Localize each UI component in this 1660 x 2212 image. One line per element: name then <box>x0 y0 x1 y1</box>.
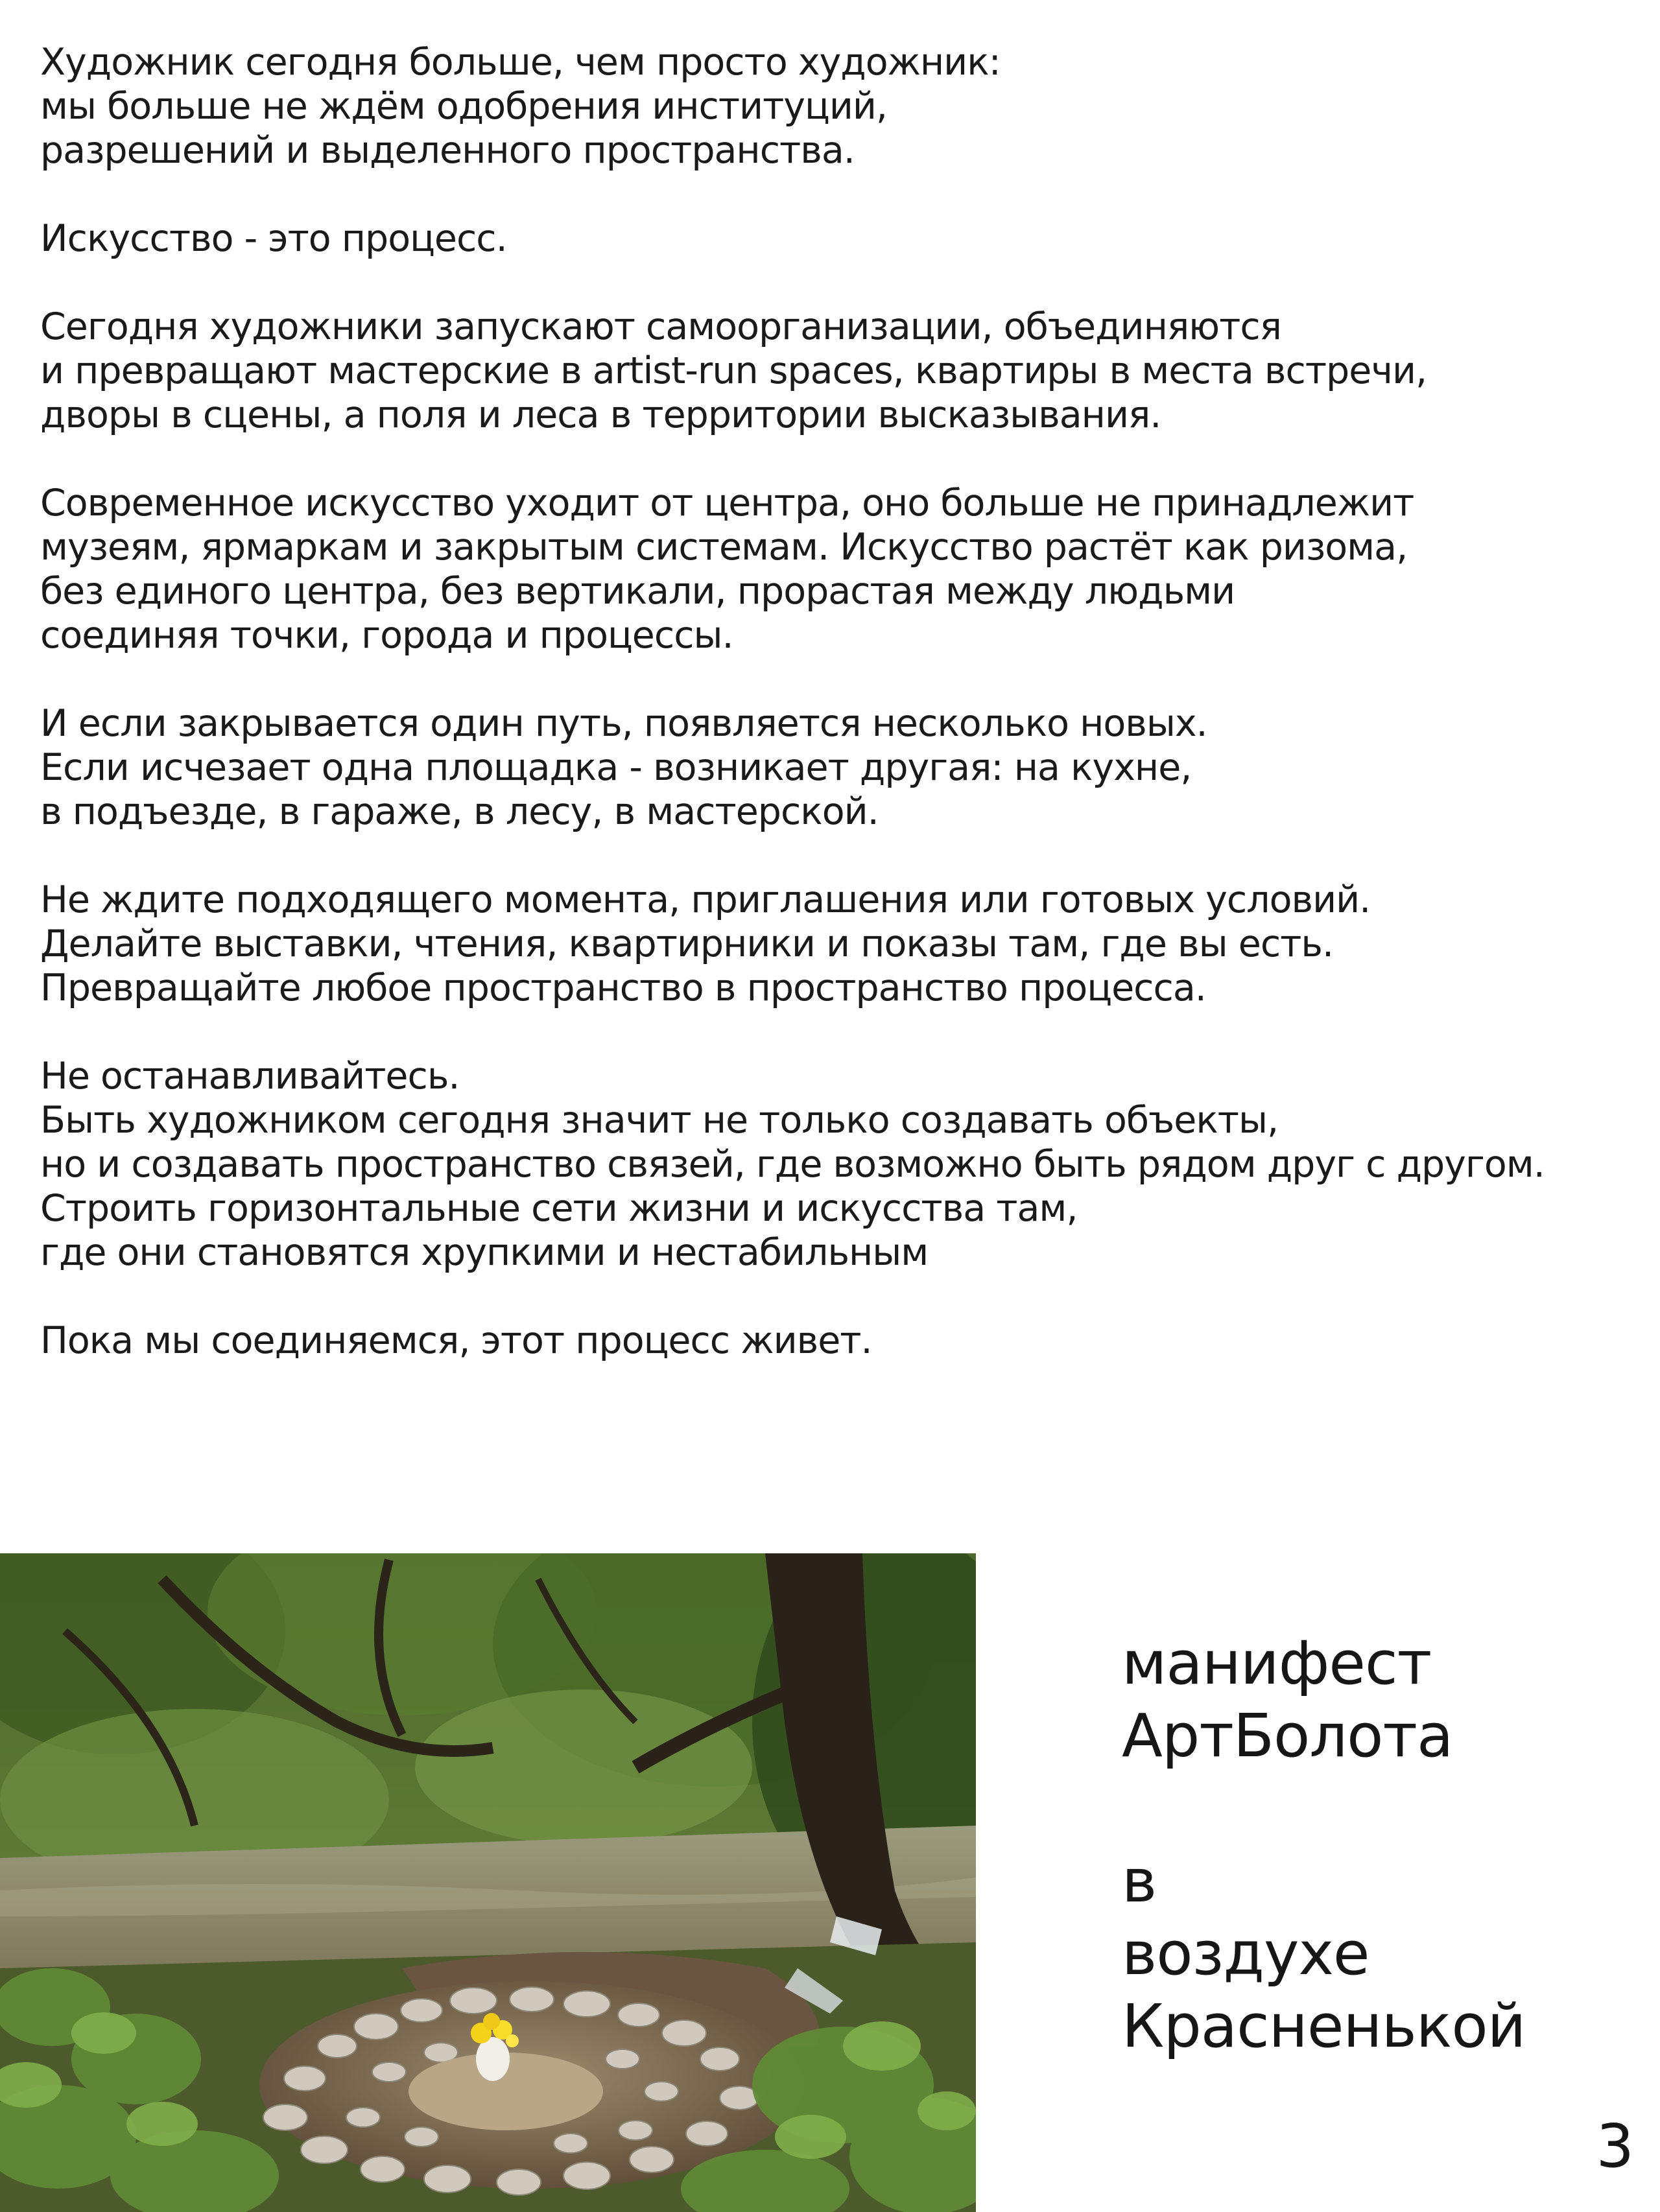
manifesto-text <box>40 40 1622 1407</box>
text-line: мы больше не ждём одобрения институций, <box>40 85 888 128</box>
forest-stone-circle-photo <box>0 1553 976 2212</box>
text-line: соединяя точки, города и процессы. <box>40 614 733 657</box>
paragraph <box>40 1319 1622 1363</box>
title-line: воздухе <box>1122 1919 1370 1988</box>
paragraph <box>40 305 1622 437</box>
text-line: Сегодня художники запускают самоорганизации, объединяются <box>40 305 1281 348</box>
text-line: Не останавливайтесь. <box>40 1055 460 1098</box>
title-line: манифест <box>1122 1629 1432 1698</box>
text-line: Быть художником сегодня значит не только создавать объекты, <box>40 1099 1279 1142</box>
text-line: без единого центра, без вертикали, прорастая между людьми <box>40 570 1235 613</box>
text-line: Современное искусство уходит от центра, оно больше не принадлежит <box>40 482 1414 524</box>
text-line: разрешений и выделенного пространства. <box>40 129 855 172</box>
text-line: в подъезде, в гараже, в лесу, в мастерской. <box>40 790 879 833</box>
title-gap <box>1122 1772 1628 1845</box>
text-line: Строить горизонтальные сети жизни и искусства там, <box>40 1187 1078 1230</box>
text-line: Превращайте любое пространство в пространство процесса. <box>40 967 1206 1009</box>
text-line: Художник сегодня больше, чем просто художник: <box>40 41 1001 84</box>
text-line: Не ждите подходящего момента, приглашения или готовых условий. <box>40 878 1371 921</box>
text-line: Делайте выставки, чтения, квартирники и показы там, где вы есть. <box>40 923 1334 965</box>
title-line: в <box>1122 1846 1157 1916</box>
text-line: дворы в сцены, а поля и леса в территории высказывания. <box>40 394 1161 436</box>
paragraph <box>40 878 1622 1010</box>
text-line: Искусство - это процесс. <box>40 217 507 260</box>
text-line: Пока мы соединяемся, этот процесс живет. <box>40 1319 872 1362</box>
text-line: где они становятся хрупкими и нестабильным <box>40 1231 929 1274</box>
page-number: 3 <box>1596 2112 1634 2181</box>
paragraph <box>40 481 1622 657</box>
text-line: музеям, ярмаркам и закрытым системам. Искусство растёт как ризома, <box>40 526 1408 569</box>
paragraph <box>40 1054 1622 1275</box>
text-line: но и создавать пространство связей, где возможно быть рядом друг с другом. <box>40 1143 1545 1186</box>
paragraph <box>40 40 1622 172</box>
title-line: АртБолота <box>1122 1701 1453 1771</box>
text-line: И если закрывается один путь, появляется несколько новых. <box>40 702 1207 745</box>
text-line: и превращают мастерские в artist-run spaces, квартиры в места встречи, <box>40 349 1427 392</box>
text-line: Если исчезает одна площадка - возникает другая: на кухне, <box>40 746 1192 789</box>
paragraph <box>40 701 1622 834</box>
title-line: Красненькой <box>1122 1992 1526 2061</box>
paragraph <box>40 217 1622 261</box>
manifesto-title <box>1122 1627 1628 2063</box>
